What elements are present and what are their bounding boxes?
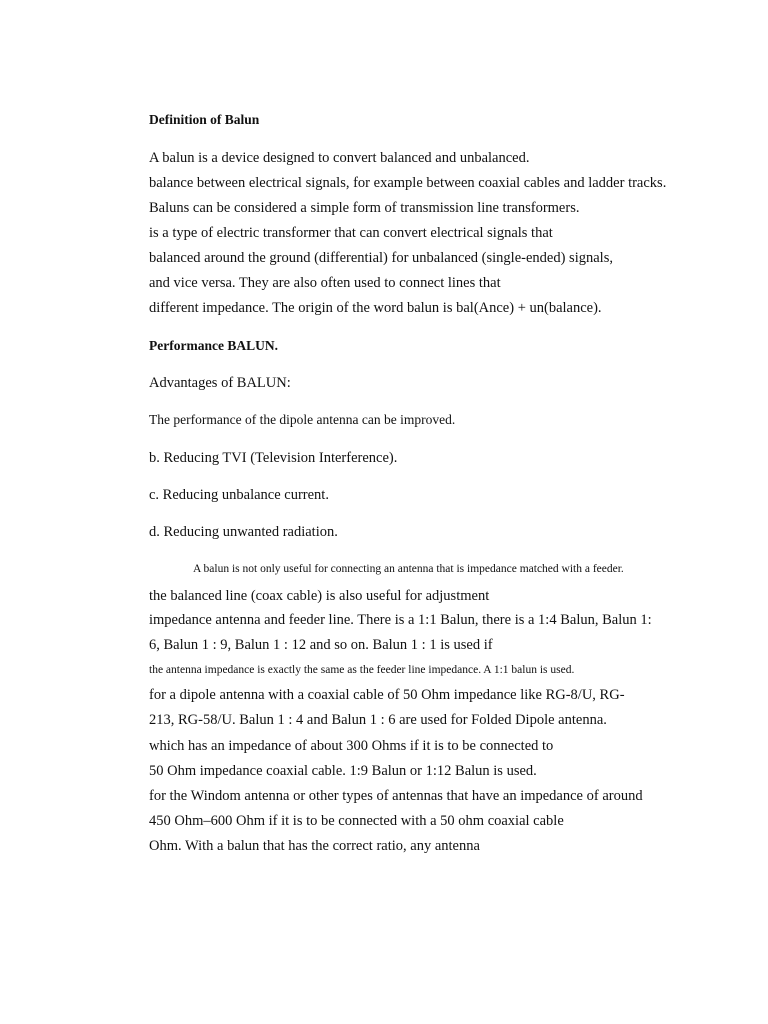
paragraph-line: Baluns can be considered a simple form of transmission line transformers. (149, 200, 580, 216)
paragraph-line: balanced around the ground (differential) for unbalanced (single-ended) signals, (149, 250, 613, 266)
list-item: d. Reducing unwanted radiation. (149, 524, 338, 540)
paragraph-line: for a dipole antenna with a coaxial cable of 50 Ohm impedance like RG-8/U, RG- (149, 687, 625, 703)
paragraph-line: 213, RG-58/U. Balun 1 : 4 and Balun 1 : 6 are used for Folded Dipole antenna. (149, 712, 607, 728)
heading-definition: Definition of Balun (149, 112, 260, 127)
paragraph-line: and vice versa. They are also often used to connect lines that (149, 275, 501, 291)
advantages-title: Advantages of BALUN: (149, 375, 291, 391)
paragraph-line: 450 Ohm–600 Ohm if it is to be connected with a 50 ohm coaxial cable (149, 813, 564, 829)
paragraph-line: impedance antenna and feeder line. There is a 1:1 Balun, there is a 1:4 Balun, Balun 1: (149, 612, 652, 628)
paragraph-line: A balun is not only useful for connecting an antenna that is impedance matched with a feeder. (193, 563, 624, 575)
paragraph-line: 6, Balun 1 : 9, Balun 1 : 12 and so on. Balun 1 : 1 is used if (149, 637, 493, 653)
paragraph-line: 50 Ohm impedance coaxial cable. 1:9 Balun or 1:12 Balun is used. (149, 763, 537, 779)
list-item: b. Reducing TVI (Television Interference). (149, 450, 398, 466)
paragraph-line: for the Windom antenna or other types of antennas that have an impedance of around (149, 788, 643, 804)
paragraph-line: balance between electrical signals, for example between coaxial cables and ladder tracks. (149, 175, 667, 191)
paragraph-line: which has an impedance of about 300 Ohms if it is to be connected to (149, 738, 554, 754)
list-item: c. Reducing unbalance current. (149, 487, 329, 503)
paragraph-line: different impedance. The origin of the word balun is bal(Ance) + un(balance). (149, 300, 602, 316)
paragraph-line: Ohm. With a balun that has the correct ratio, any antenna (149, 838, 480, 854)
paragraph-line: the balanced line (coax cable) is also useful for adjustment (149, 588, 490, 604)
paragraph-line: the antenna impedance is exactly the same as the feeder line impedance. A 1:1 balun is used. (149, 664, 575, 676)
paragraph-line: A balun is a device designed to convert balanced and unbalanced. (149, 150, 530, 166)
paragraph-line: is a type of electric transformer that can convert electrical signals that (149, 225, 553, 241)
list-item: The performance of the dipole antenna can be improved. (149, 412, 456, 427)
heading-performance: Performance BALUN. (149, 338, 278, 353)
